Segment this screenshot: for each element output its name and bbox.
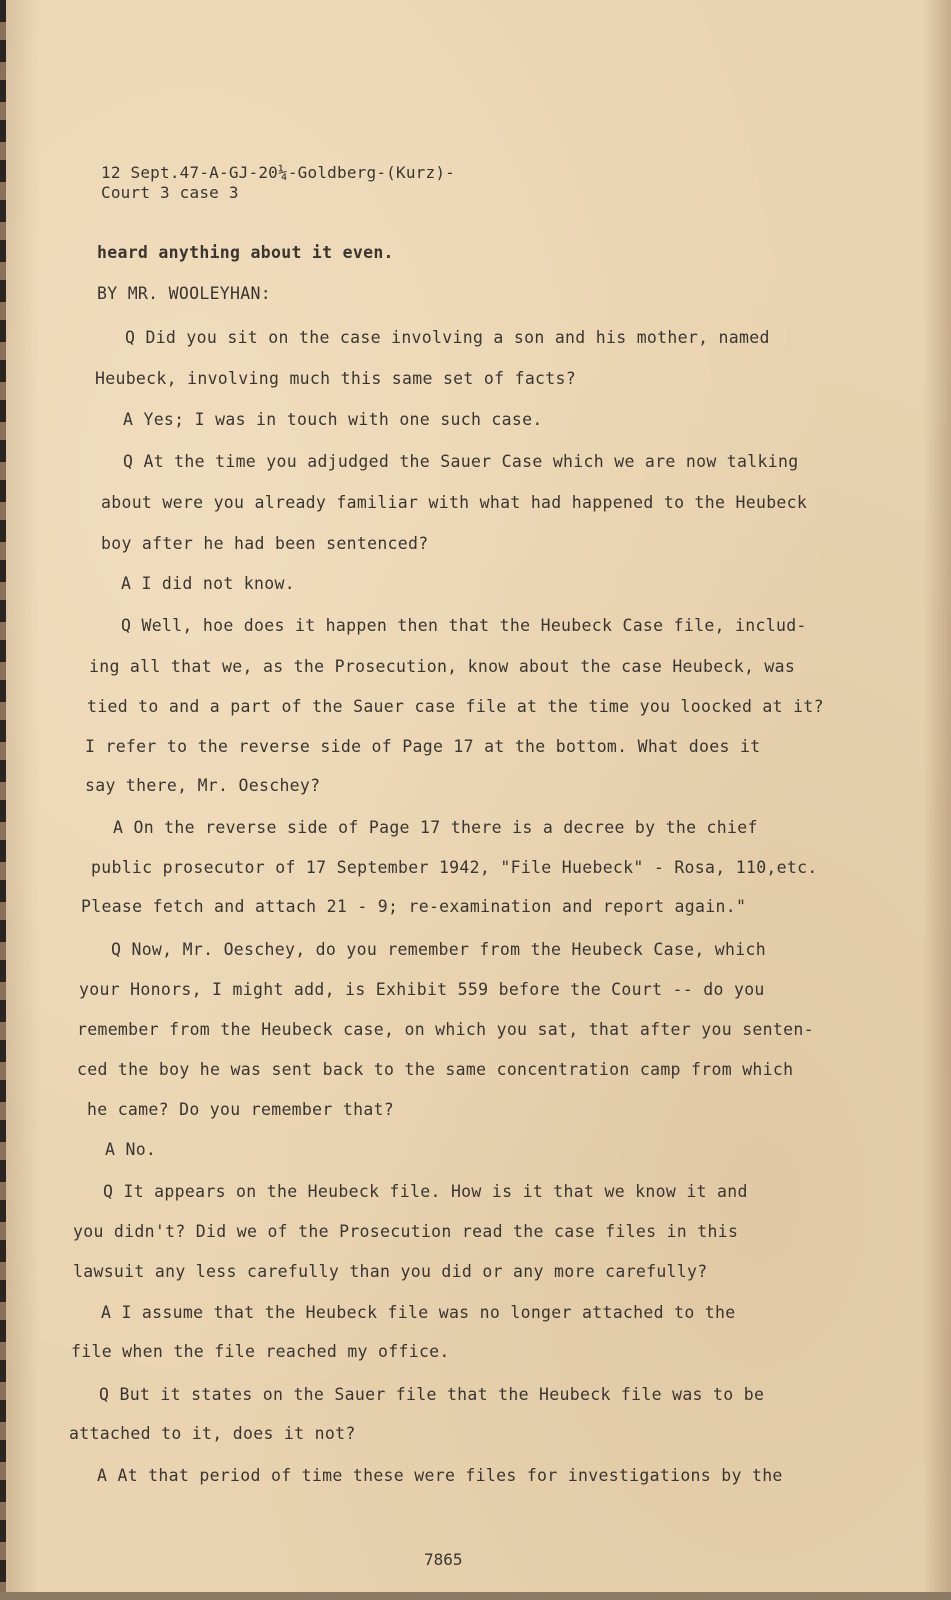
- transcript-line: say there, Mr. Oeschey?: [85, 776, 321, 795]
- document-header: [101, 163, 455, 203]
- header-line-1: 12 Sept.47-A-GJ-20¼-Goldberg-(Kurz)-: [101, 163, 455, 182]
- transcript-line: Heubeck, involving much this same set of facts?: [95, 369, 576, 388]
- page-number: 7865: [424, 1550, 463, 1569]
- page-shadow: [923, 0, 951, 1600]
- transcript-line: public prosecutor of 17 September 1942, "File Huebeck" - Rosa, 110,etc.: [91, 858, 818, 877]
- transcript-line: about were you already familiar with what had happened to the Heubeck: [101, 493, 808, 512]
- transcript-line: Q It appears on the Heubeck file. How is it that we know it and: [103, 1182, 748, 1201]
- transcript-line: Q At the time you adjudged the Sauer Case which we are now talking: [123, 452, 799, 471]
- transcript-line: BY MR. WOOLEYHAN:: [97, 284, 271, 303]
- transcript-line: I refer to the reverse side of Page 17 at the bottom. What does it: [85, 737, 761, 756]
- transcript-line: Q But it states on the Sauer file that the Heubeck file was to be: [99, 1385, 765, 1404]
- transcript-line: heard anything about it even.: [97, 243, 394, 262]
- header-line-2: Court 3 case 3: [101, 183, 239, 202]
- transcript-line: Q Well, hoe does it happen then that the Heubeck Case file, includ-: [121, 616, 807, 635]
- transcript-line: file when the file reached my office.: [71, 1342, 450, 1361]
- transcript-line: boy after he had been sentenced?: [101, 534, 429, 553]
- transcript-line: A On the reverse side of Page 17 there is a decree by the chief: [113, 818, 758, 837]
- transcript-line: remember from the Heubeck case, on which you sat, that after you senten-: [77, 1020, 814, 1039]
- transcript-line: Q Did you sit on the case involving a son and his mother, named: [125, 328, 770, 347]
- transcript-line: tied to and a part of the Sauer case file at the time you loocked at it?: [87, 697, 824, 716]
- transcript-line: your Honors, I might add, is Exhibit 559 before the Court -- do you: [79, 980, 765, 999]
- transcript-line: he came? Do you remember that?: [87, 1100, 395, 1119]
- transcript-line: A At that period of time these were files for investigations by the: [97, 1466, 783, 1485]
- transcript-line: A I did not know.: [121, 574, 295, 593]
- transcript-line: attached to it, does it not?: [69, 1424, 356, 1443]
- bottom-edge: [0, 1592, 951, 1600]
- binding-edge: [0, 0, 6, 1600]
- transcript-line: ced the boy he was sent back to the same concentration camp from which: [77, 1060, 794, 1079]
- transcript-line: lawsuit any less carefully than you did or any more carefully?: [73, 1262, 708, 1281]
- transcript-line: A No.: [105, 1140, 157, 1159]
- transcript-line: Please fetch and attach 21 - 9; re-examination and report again.": [81, 897, 747, 916]
- transcript-line: you didn't? Did we of the Prosecution read the case files in this: [73, 1222, 739, 1241]
- transcript-line: Q Now, Mr. Oeschey, do you remember from the Heubeck Case, which: [111, 940, 766, 959]
- transcript-line: A Yes; I was in touch with one such case.: [123, 410, 543, 429]
- transcript-line: A I assume that the Heubeck file was no longer attached to the: [101, 1303, 736, 1322]
- transcript-line: ing all that we, as the Prosecution, know about the case Heubeck, was: [89, 657, 796, 676]
